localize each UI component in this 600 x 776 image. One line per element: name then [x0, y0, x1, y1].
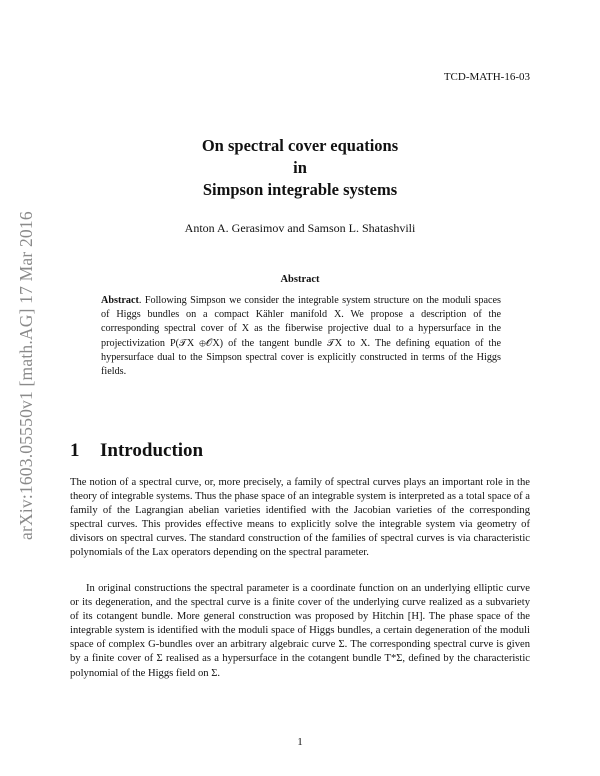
intro-paragraph-2: In original constructions the spectral parameter is a coordinate function on an underlying elliptic curve or its degeneration, and the spectral curve is a finite cover of the underlying curve realized as a subvariety of its cotangent bundle. More general construction was proposed by Hitchin [H]. The phase space of the integrable system is identified with the moduli space of Higgs bundles, a certain degeneration of the moduli space of complex G-bundles over an arbitrary algebraic curve Σ. The corresponding spectral curve is given by a finite cover of Σ realised as a hypersurface in the cotangent bundle T*Σ, defined by the characteristic polynomial of the Higgs field on Σ.: [70, 583, 530, 679]
title-line-3: Simpson integrable systems: [202, 180, 398, 199]
abstract-text: . Following Simpson we consider the integrable system structure on the moduli spaces of Higgs bundles on a compact Kähler manifold X. We propose a description of the corresponding spectral cover of X as the fiberwise projective dual to a hypersurface in the projectivization P(𝒯X ⊕𝒪X) of the tangent bundle 𝒯X to X. The defining equation of the hypersurface dual to the Simpson spectral cover is explicitly constructed in terms of the Higgs fields.: [101, 295, 501, 378]
page-number: 1: [297, 736, 303, 748]
abstract-lead: Abstract: [101, 295, 139, 306]
section-number: 1: [70, 440, 80, 461]
abstract-heading: Abstract: [280, 274, 320, 285]
title-line-1: On spectral cover equations: [201, 136, 399, 155]
report-number: TCD-MATH-16-03: [443, 71, 530, 83]
intro-paragraph-1: The notion of a spectral curve, or, more precisely, a family of spectral curves plays an important role in the theory of integrable systems. Thus the phase space of an integrable system is interpreted as a total space of a family of the Lagrangian abelian varieties identified with the Jacobian varieties of the corresponding spectral curves. This provides effective means to explicitly solve the integrable system via geometry of divisors on spectral curves. The standard construction of the families of spectral curves is via characteristic polynomials of the Lax operators depending on the spectral parameter.: [70, 477, 530, 559]
section-title: Introduction: [100, 440, 204, 461]
abstract-body: [101, 294, 501, 379]
authors: Anton A. Gerasimov and Samson L. Shatashvili: [184, 221, 416, 235]
arxiv-identifier: arXiv:1603.05550v1 [math.AG] 17 Mar 2016: [16, 211, 36, 540]
title-line-2: in: [293, 158, 307, 177]
paper-title: [0, 135, 600, 201]
section-heading: [70, 440, 203, 462]
